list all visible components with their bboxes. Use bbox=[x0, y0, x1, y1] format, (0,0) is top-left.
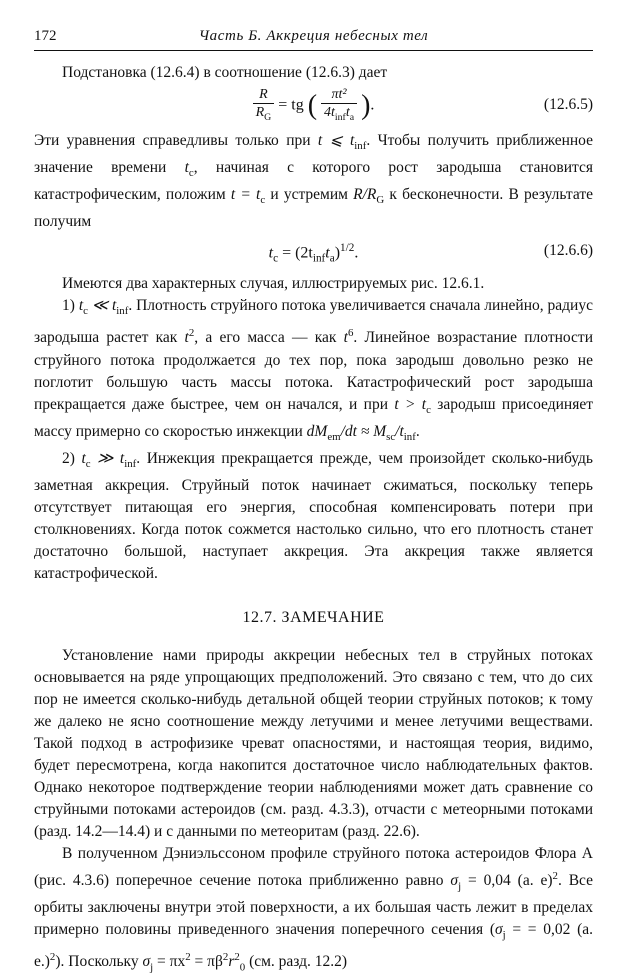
math-var: t bbox=[184, 159, 189, 177]
math-sub: inf bbox=[403, 430, 416, 443]
equation-number: (12.6.6) bbox=[543, 242, 593, 260]
text-run: . Плотность струйного потока увеличивается сначала линейно, радиус зародыша растет как bbox=[34, 297, 593, 347]
math-var: t bbox=[343, 329, 348, 347]
math-var: t bbox=[184, 329, 189, 347]
math-var: ≪ t bbox=[87, 297, 117, 315]
frac-denominator-sub: G bbox=[264, 111, 272, 123]
math-text: = (2t bbox=[278, 244, 313, 262]
text-run: 1) bbox=[62, 297, 79, 315]
math-sub: c bbox=[83, 305, 88, 318]
math-var: r bbox=[228, 953, 235, 971]
text-run: = 0,04 (а. е) bbox=[461, 871, 553, 889]
math-sup: 2 bbox=[185, 951, 191, 964]
math-sub: 0 bbox=[239, 961, 246, 974]
text-run: зародыш присоединяет массу примерно со скоростью инжекции bbox=[34, 395, 593, 440]
page-header bbox=[34, 26, 593, 51]
paragraph-7 bbox=[34, 843, 593, 978]
math-sub: c bbox=[188, 167, 194, 180]
equals-tg: = tg bbox=[278, 96, 308, 114]
math-sub: inf bbox=[354, 140, 367, 153]
equation-12-6-5 bbox=[34, 84, 593, 130]
math-sub: inf bbox=[124, 457, 137, 470]
math-sub: c bbox=[260, 194, 266, 207]
text-run: и устремим bbox=[265, 186, 354, 204]
text-run: , начиная с которого рост зародыша становится катастрофическим, положим bbox=[34, 159, 593, 204]
page-number: 172 bbox=[34, 28, 57, 44]
math-sub: j bbox=[458, 880, 462, 893]
paragraph-6: Установление нами природы аккреции небесных тел в струйных потоках основывается на ряде упрощающих предположений. Это связано с тем, что до сих пор не имеется сколько-нибудь детальной общей теории струйных потоков; к тому же далеко не ясно соотношение между летучими и менее летучими веществами. Такой подход в астрофизике чреват опасностями, и настоящая теория, видимо, будет пересмотрена, когда накопится достаточное число наблюдательных фактов. Однако некоторое подтверждение теории наблюдениями может дать сравнение со струйными потоками астероидов (см. разд. 4.3.3), отчасти с метеорными потоками (разд. 14.2—14.4) и с данными по метеоритам (разд. 22.6). bbox=[34, 646, 593, 840]
math-sup: 6 bbox=[347, 327, 354, 340]
text-run: . Линейное возрастание плотности струйного потока продолжается до тех пор, пока зародыш довольно резко не поглотит большую часть массы потока. Катастрофический рост зародыша прекращается даже быстрее, чем он начался, и при bbox=[34, 329, 593, 413]
math-var: R/R bbox=[353, 186, 377, 204]
math-sup: 2 bbox=[552, 869, 558, 882]
text-run: , а его масса — как bbox=[194, 329, 344, 347]
text-run: 2) bbox=[62, 449, 82, 467]
math-var: t = t bbox=[230, 186, 261, 204]
text-run: (см. разд. 12.2) bbox=[245, 953, 348, 971]
math-sub: em bbox=[327, 430, 341, 443]
math-sub: c bbox=[273, 252, 279, 265]
text-run: . bbox=[415, 422, 420, 440]
arg-numerator: πt² bbox=[331, 87, 347, 102]
fraction-argument bbox=[321, 86, 357, 126]
math-text: . bbox=[354, 244, 359, 262]
math-var: t bbox=[268, 244, 274, 262]
paragraph-3: Имеются два характерных случая, иллюстрируемых рис. 12.6.1. bbox=[62, 275, 485, 293]
math-var: σ bbox=[142, 953, 151, 971]
math-sup: 2 bbox=[222, 951, 229, 964]
math-sub: G bbox=[376, 194, 385, 207]
text-run: = = 0,02 (а. е.) bbox=[34, 921, 593, 971]
text-run: к бесконечности. В результате получим bbox=[34, 186, 593, 231]
text-run: = πβ bbox=[190, 953, 223, 971]
math-text: ) bbox=[334, 244, 341, 262]
text-run: . Инжекция прекращается прежде, чем произойдет сколько-нибудь заметная аккреция. Струйный поток начинает сжиматься, поскольку теперь отсутствует питающая его энергия, способная компенсировать потери при столкновениях. Когда поток сожмется настолько сильно, что его плотность станет достаточно большой, наступает аккреция. Эта аккреция также является катастрофической. bbox=[34, 449, 593, 582]
math-var: t > t bbox=[394, 395, 427, 413]
running-title: Часть Б. Аккреция небесных тел bbox=[198, 28, 429, 44]
section-title: 12.7. ЗАМЕЧАНИЕ bbox=[242, 608, 385, 626]
math-var: dM bbox=[306, 422, 328, 440]
page-body bbox=[34, 62, 593, 978]
math-var: ≫ t bbox=[90, 449, 125, 467]
math-sub: sc bbox=[386, 430, 396, 443]
arg-den-sub2: a bbox=[349, 111, 355, 123]
math-var: t ⩽ t bbox=[317, 132, 355, 149]
paragraph-1: Подстановка (12.6.4) в соотношение (12.6.3) дает bbox=[62, 64, 388, 81]
paragraph-2 bbox=[34, 130, 593, 233]
equation-body bbox=[34, 242, 593, 265]
math-var: /dt ≈ M bbox=[340, 422, 387, 440]
math-sub: inf bbox=[116, 305, 129, 318]
arg-denominator: 4t bbox=[324, 105, 335, 120]
frac-numerator: R bbox=[259, 87, 268, 102]
math-sub: j bbox=[502, 929, 506, 942]
math-sub: j bbox=[150, 961, 154, 974]
frac-denominator: R bbox=[255, 105, 265, 120]
left-paren-icon: ( bbox=[307, 89, 318, 121]
math-sup: 1/2 bbox=[340, 242, 355, 255]
math-sub: a bbox=[329, 252, 335, 265]
text-run: ). Поскольку bbox=[55, 953, 143, 971]
math-sup: 2 bbox=[49, 951, 56, 964]
arg-den-sub1: inf bbox=[334, 111, 346, 123]
math-sup: 2 bbox=[188, 327, 195, 340]
text-run: В полученном Дэниэльссоном профиле струйного потока астероидов Флора А (рис. 4.3.6) поперечное сечение потока приближенно равно bbox=[34, 844, 593, 889]
math-sub: c bbox=[85, 457, 91, 470]
arg-den-t: t bbox=[345, 105, 350, 120]
math-sub: inf bbox=[312, 252, 326, 265]
fraction-r-over-rg bbox=[253, 86, 275, 126]
math-var: /t bbox=[395, 422, 404, 440]
text-run: . Все орбиты заключены внутри этой поверхности, а их большая часть лежит в пределах примерно половины приведенного значения поперечного сечения ( bbox=[34, 871, 593, 939]
paragraph-5 bbox=[34, 448, 593, 585]
equation-body bbox=[34, 86, 593, 126]
math-var: t bbox=[81, 449, 86, 467]
equation-period: . bbox=[370, 96, 375, 114]
text-run: = πx bbox=[153, 953, 186, 971]
text-run: . Чтобы получить приближенное значение времени bbox=[34, 132, 593, 177]
text-run: Эти уравнения справедливы только при bbox=[34, 132, 318, 149]
right-paren-icon: ) bbox=[361, 89, 371, 121]
math-var: σ bbox=[494, 921, 503, 939]
math-var: t bbox=[325, 244, 330, 262]
math-sup: 2 bbox=[234, 951, 240, 964]
paragraph-4 bbox=[34, 295, 593, 447]
equation-12-6-6 bbox=[34, 233, 593, 273]
equation-number: (12.6.5) bbox=[543, 96, 593, 113]
math-sub: c bbox=[426, 403, 431, 416]
math-var: σ bbox=[450, 871, 459, 889]
math-var: t bbox=[78, 297, 84, 315]
